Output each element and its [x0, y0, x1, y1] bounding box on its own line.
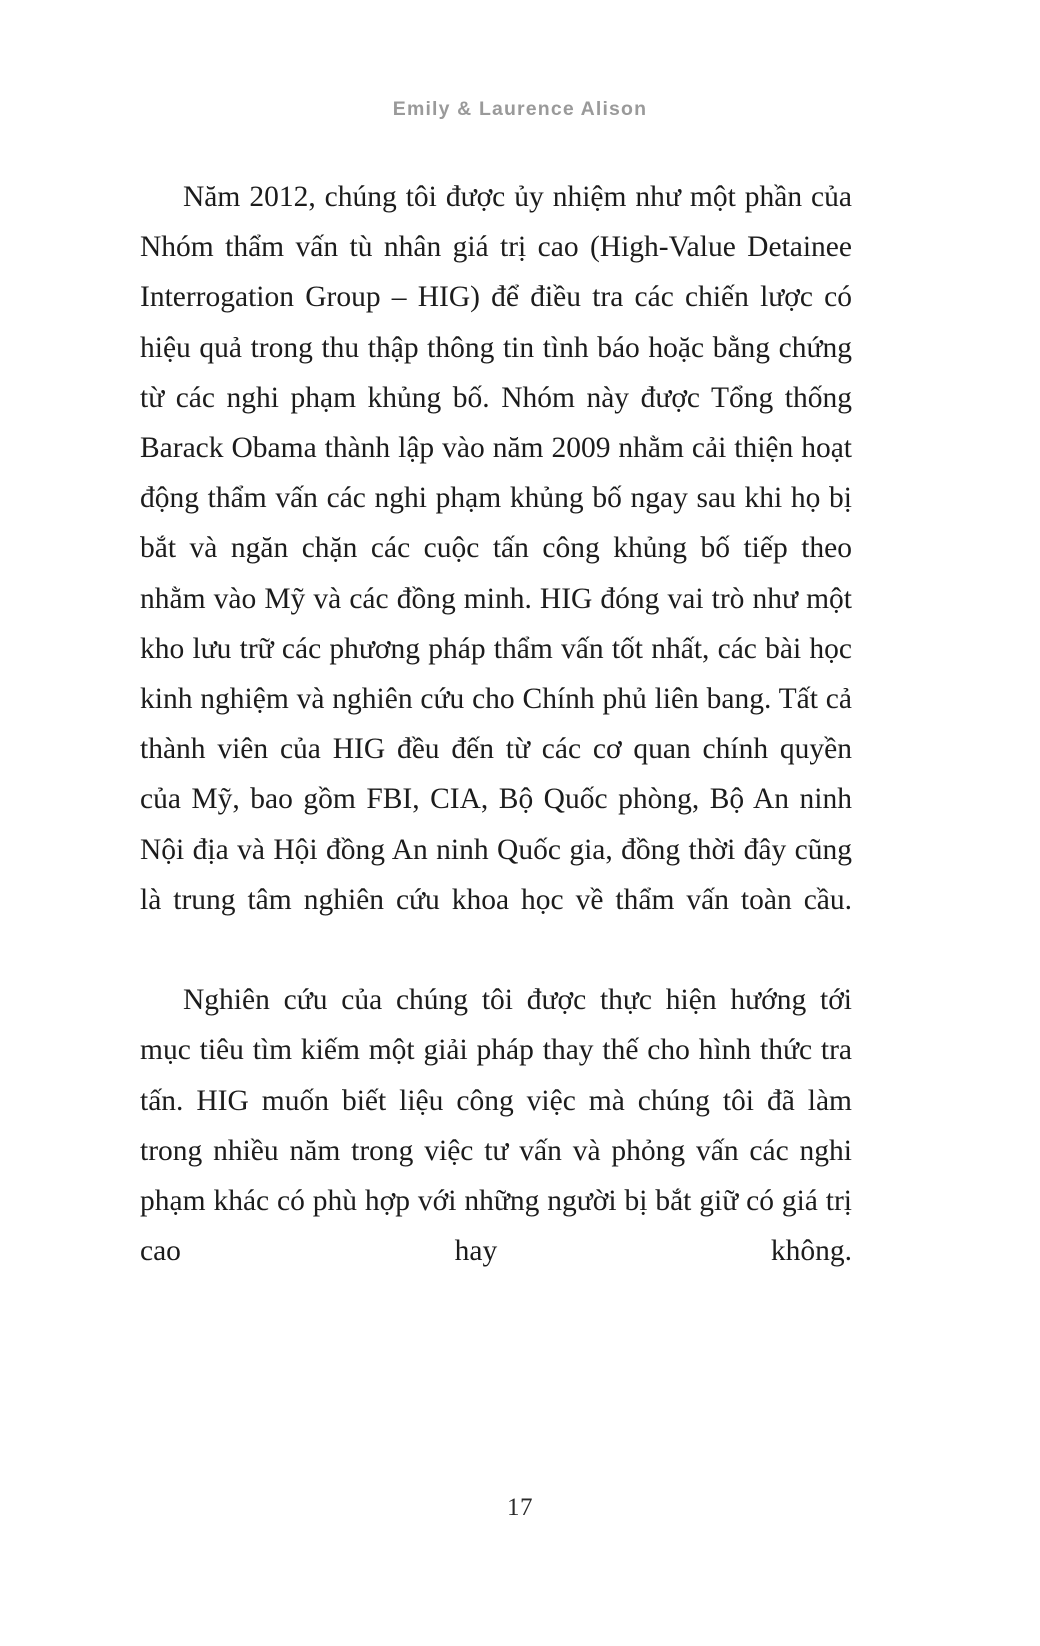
- running-header: Emily & Laurence Alison: [392, 98, 648, 120]
- body-text-block: [140, 172, 852, 1327]
- body-paragraph: Nghiên cứu của chúng tôi được thực hiện hướng tới mục tiêu tìm kiếm một giải pháp thay thế cho hình thức tra tấn. HIG muốn biết liệu công việc mà chúng tôi đã làm trong nhiều năm trong việc tư vấn và phỏng vấn các nghi phạm khác có phù hợp với những người bị bắt giữ có giá trị cao hay không.: [140, 984, 852, 1268]
- page-number: 17: [507, 1494, 533, 1521]
- body-paragraph: Năm 2012, chúng tôi được ủy nhiệm như một phần của Nhóm thẩm vấn tù nhân giá trị cao (High-Value Detainee Interrogation Group – HIG) để điều tra các chiến lược có hiệu quả trong thu thập thông tin tình báo hoặc bằng chứng từ các nghi phạm khủng bố. Nhóm này được Tổng thống Barack Obama thành lập vào năm 2009 nhằm cải thiện hoạt động thẩm vấn các nghi phạm khủng bố ngay sau khi họ bị bắt và ngăn chặn các cuộc tấn công khủng bố tiếp theo nhằm vào Mỹ và các đồng minh. HIG đóng vai trò như một kho lưu trữ các phương pháp thẩm vấn tốt nhất, các bài học kinh nghiệm và nghiên cứu cho Chính phủ liên bang. Tất cả thành viên của HIG đều đến từ các cơ quan chính quyền của Mỹ, bao gồm FBI, CIA, Bộ Quốc phòng, Bộ An ninh Nội địa và Hội đồng An ninh Quốc gia, đồng thời đây cũng là trung tâm nghiên cứu khoa học về thẩm vấn toàn cầu.: [140, 181, 852, 916]
